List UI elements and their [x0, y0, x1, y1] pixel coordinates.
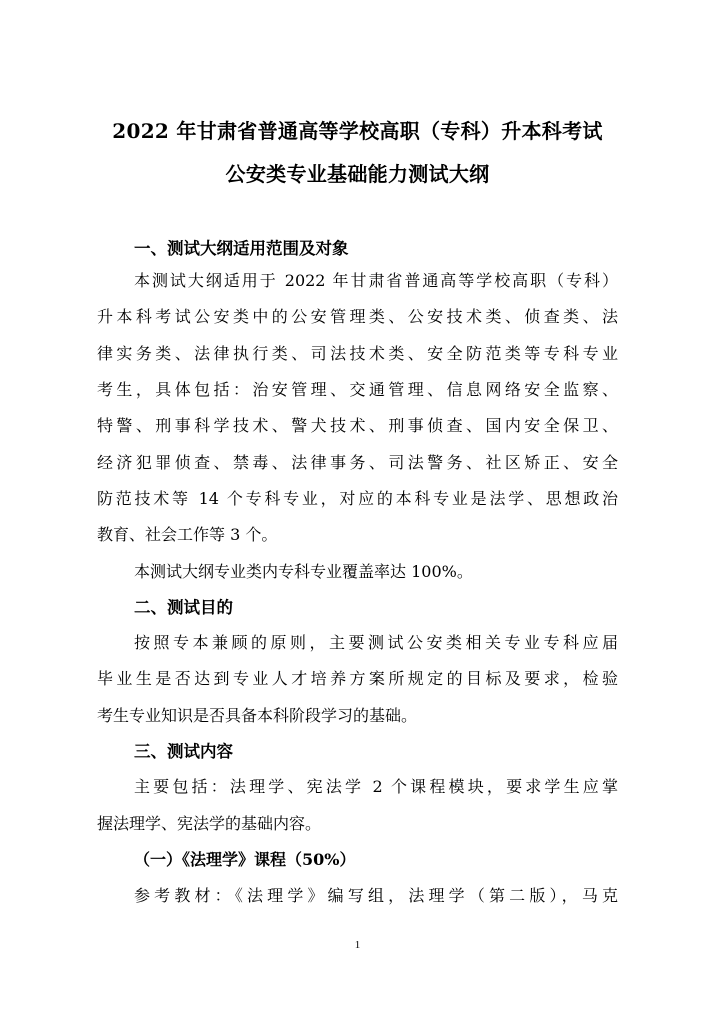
section-2-paragraph-line: 按照专本兼顾的原则，主要测试公安类相关专业专科应届 [134, 633, 618, 652]
document-title-line-1: 2022 年甘肃省普通高等学校高职（专科）升本科考试 [112, 119, 603, 143]
subsection-1-heading: （一）《法理学》课程（50%） [134, 850, 356, 869]
section-1-paragraph-line: 经济犯罪侦查、禁毒、法律事务、司法警务、社区矫正、安全 [97, 453, 618, 472]
section-1-heading: 一、测试大纲适用范围及对象 [134, 239, 349, 258]
document-title-line-2: 公安类专业基础能力测试大纲 [225, 162, 490, 186]
section-1-paragraph-line: 考生，具体包括：治安管理、交通管理、信息网络安全监察、 [97, 380, 618, 399]
section-1-paragraph-line: 教育、社会工作等 3 个。 [97, 525, 278, 544]
section-1-paragraph-line: 特警、刑事科学技术、警犬技术、刑事侦查、国内安全保卫、 [97, 416, 618, 435]
section-1-paragraph-line: 本测试大纲适用于 2022 年甘肃省普通高等学校高职（专科） [134, 271, 618, 290]
section-1-coverage-line: 本测试大纲专业类内专科专业覆盖率达 100%。 [134, 562, 473, 581]
section-2-paragraph-line: 毕业生是否达到专业人才培养方案所规定的目标及要求，检验 [97, 669, 618, 688]
subsection-1-reference-line: 参考教材：《法理学》编写组，法理学（第二版），马克 [134, 886, 618, 905]
section-1-paragraph-line: 升本科考试公安类中的公安管理类、公安技术类、侦查类、法 [97, 307, 618, 326]
section-3-paragraph-line: 主要包括：法理学、宪法学 2 个课程模块，要求学生应掌 [134, 777, 618, 796]
page-number: 1 [354, 939, 361, 951]
section-3-heading: 三、测试内容 [134, 742, 233, 761]
section-3-paragraph-line: 握法理学、宪法学的基础内容。 [97, 814, 322, 833]
section-1-paragraph-line: 防范技术等 14 个专科专业，对应的本科专业是法学、思想政治 [97, 489, 618, 508]
section-2-paragraph-line: 考生专业知识是否具备本科阶段学习的基础。 [97, 706, 418, 725]
section-2-heading: 二、测试目的 [134, 598, 233, 617]
section-1-paragraph-line: 律实务类、法律执行类、司法技术类、安全防范类等专科专业 [97, 344, 618, 363]
